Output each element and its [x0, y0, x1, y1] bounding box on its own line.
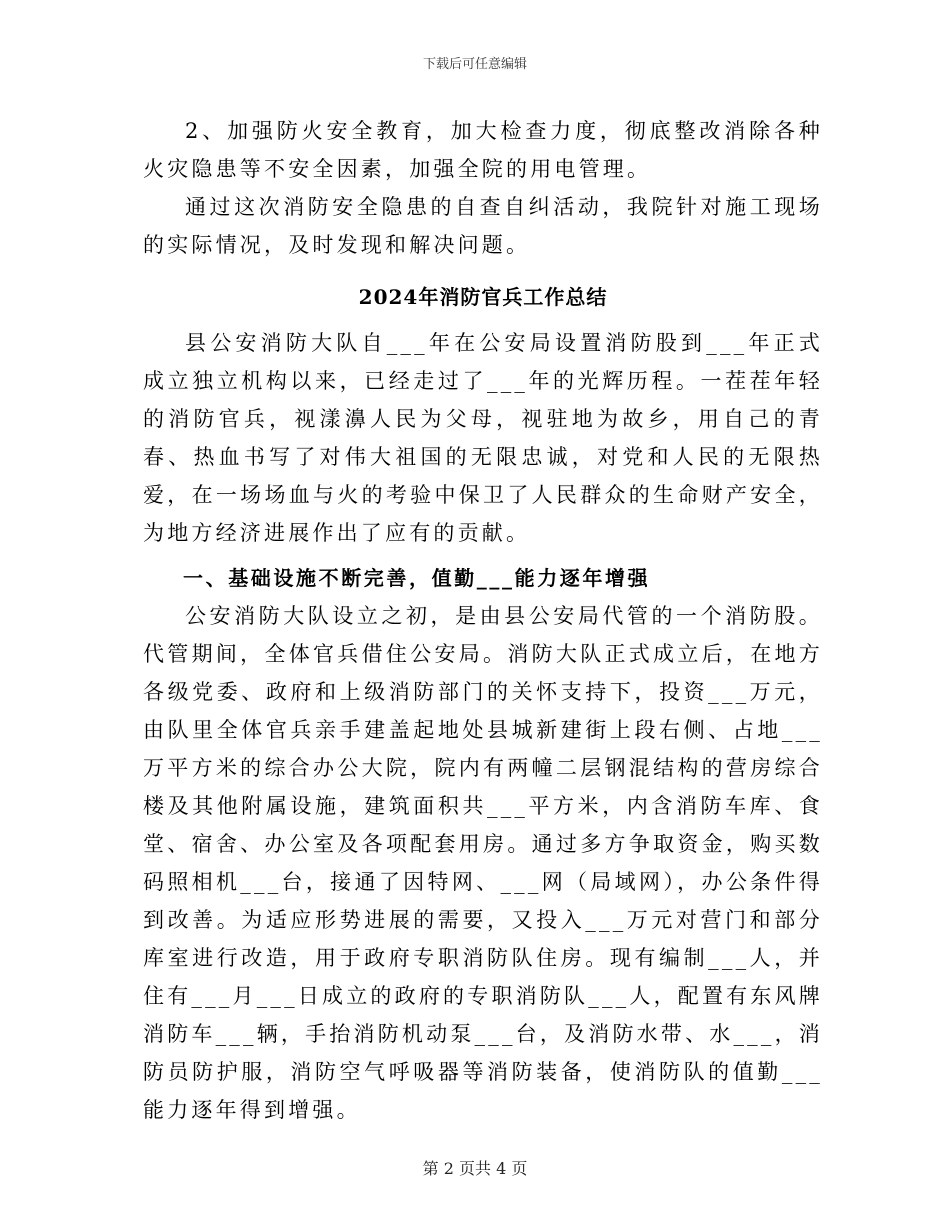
document-body	[143, 112, 823, 1129]
paragraph-infrastructure: 公安消防大队设立之初，是由县公安局代管的一个消防股。代管期间，全体官兵借住公安局。消防大队正式成立后，在地方各级党委、政府和上级消防部门的关怀支持下，投资___万元，由队里全体官兵亲手建盖起地处县城新建街上段右侧、占地___万平方米的综合办公大院，院内有两幢二层钢混结构的营房综合楼及其他附属设施，建筑面积共___平方米，内含消防车库、食堂、宿舍、办公室及各项配套用房。通过多方争取资金，购买数码照相机___台，接通了因特网、___网（局域网），办公条件得到改善。为适应形势进展的需要，又投入___万元对营门和部分库室进行改造，用于政府专职消防队住房。现有编制___人，并住有___月___日成立的政府的专职消防队___人，配置有东风牌消防车___辆，手抬消防机动泵___台，及消防水带、水___，消防员防护服，消防空气呼吸器等消防装备，使消防队的值勤___能力逐年得到增强。	[143, 604, 823, 1122]
paragraph-fire-safety-education: 2、加强防火安全教育，加大检查力度，彻底整改消除各种火灾隐患等不安全因素，加强全院的用电管理。	[143, 119, 823, 181]
section-heading-infrastructure: 一、基础设施不断完善，值勤___能力逐年增强	[183, 566, 651, 590]
paragraph-intro: 县公安消防大队自___年在公安局设置消防股到___年正式成立独立机构以来，已经走过了___年的光辉历程。一茬茬年轻的消防官兵，视漾濞人民为父母，视驻地为故乡，用自己的青春、热血书写了对伟大祖国的无限忠诚，对党和人民的无限热爱，在一场场血与火的考验中保卫了人民群众的生命财产安全，为地方经济进展作出了应有的贡献。	[143, 331, 823, 545]
document-title: 2024年消防官兵工作总结	[358, 285, 608, 309]
page-header: 下载后可任意编辑	[422, 57, 527, 72]
page-number: 第 2 页共 4 页	[422, 1159, 528, 1178]
paragraph-self-inspection: 通过这次消防安全隐患的自查自纠活动，我院针对施工现场的实际情况，及时发现和解决问题。	[143, 195, 823, 257]
